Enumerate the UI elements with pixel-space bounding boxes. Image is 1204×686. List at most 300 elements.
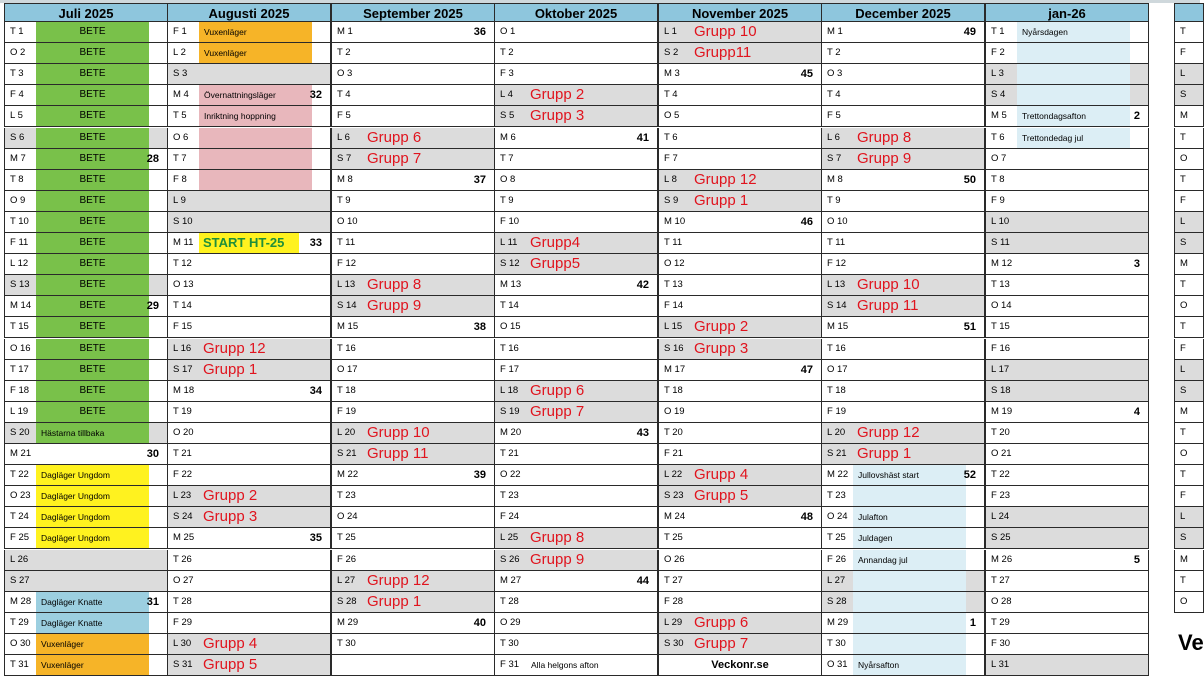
day-row[interactable] — [494, 613, 658, 634]
day-row[interactable] — [167, 212, 331, 233]
partial-day-row[interactable] — [1174, 191, 1204, 212]
day-row[interactable] — [4, 592, 168, 613]
day-row[interactable] — [658, 507, 822, 528]
day-row[interactable] — [658, 85, 822, 106]
day-row[interactable] — [331, 212, 495, 233]
day-event[interactable]: Grupp11 — [694, 44, 752, 61]
day-row[interactable] — [985, 233, 1149, 254]
day-row[interactable] — [4, 191, 168, 212]
day-row[interactable] — [985, 170, 1149, 191]
day-row[interactable] — [985, 423, 1149, 444]
day-row[interactable] — [821, 170, 985, 191]
partial-day-row[interactable] — [1174, 106, 1204, 127]
day-event[interactable]: Trettondedag jul — [1017, 128, 1130, 148]
day-row[interactable] — [985, 296, 1149, 317]
day-row[interactable] — [167, 22, 331, 43]
day-row[interactable] — [4, 571, 168, 592]
day-row[interactable] — [821, 43, 985, 64]
day-event[interactable]: BETE — [36, 149, 149, 169]
day-row[interactable] — [167, 465, 331, 486]
day-event[interactable]: Grupp 1 — [694, 192, 749, 209]
day-event[interactable]: BETE — [36, 191, 149, 211]
day-event[interactable]: Grupp 3 — [694, 340, 749, 357]
day-event[interactable]: Grupp 1 — [367, 593, 422, 610]
day-row[interactable] — [985, 507, 1149, 528]
day-row[interactable] — [4, 64, 168, 85]
day-row[interactable] — [494, 128, 658, 149]
day-row[interactable] — [494, 592, 658, 613]
day-row[interactable] — [985, 254, 1149, 275]
day-row[interactable] — [167, 233, 331, 254]
day-row[interactable] — [658, 592, 822, 613]
day-row[interactable] — [494, 296, 658, 317]
day-row[interactable] — [4, 149, 168, 170]
day-row[interactable] — [167, 381, 331, 402]
day-event[interactable]: BETE — [36, 339, 149, 359]
day-row[interactable] — [4, 550, 168, 571]
day-event[interactable]: Grupp 2 — [530, 86, 585, 103]
day-row[interactable] — [331, 592, 495, 613]
day-row[interactable] — [331, 64, 495, 85]
day-row[interactable] — [4, 212, 168, 233]
day-row[interactable] — [821, 465, 985, 486]
day-row[interactable] — [985, 465, 1149, 486]
day-row[interactable] — [331, 571, 495, 592]
day-row[interactable] — [658, 275, 822, 296]
day-event[interactable]: Dagläger Ungdom — [36, 486, 149, 506]
partial-day-row[interactable] — [1174, 550, 1204, 571]
day-row[interactable] — [985, 64, 1149, 85]
day-event[interactable]: Grupp 5 — [203, 656, 258, 673]
day-row[interactable] — [985, 339, 1149, 360]
day-event[interactable]: BETE — [36, 64, 149, 84]
day-row[interactable] — [4, 106, 168, 127]
day-row[interactable] — [658, 613, 822, 634]
day-row[interactable] — [331, 22, 495, 43]
partial-day-row[interactable] — [1174, 423, 1204, 444]
day-row[interactable] — [821, 191, 985, 212]
day-row[interactable] — [331, 465, 495, 486]
day-event[interactable]: Grupp 9 — [857, 150, 912, 167]
day-row[interactable] — [658, 64, 822, 85]
day-row[interactable] — [821, 85, 985, 106]
day-row[interactable] — [331, 613, 495, 634]
day-row[interactable] — [331, 339, 495, 360]
day-event[interactable] — [1017, 85, 1130, 105]
partial-day-row[interactable] — [1174, 149, 1204, 170]
day-row[interactable] — [985, 22, 1149, 43]
day-row[interactable] — [658, 423, 822, 444]
day-row[interactable] — [821, 528, 985, 549]
day-event[interactable]: BETE — [36, 85, 149, 105]
day-event[interactable]: BETE — [36, 170, 149, 190]
day-row[interactable] — [494, 571, 658, 592]
partial-day-row[interactable] — [1174, 339, 1204, 360]
day-event[interactable]: Hästarna tillbaka — [36, 423, 149, 443]
day-row[interactable] — [4, 507, 168, 528]
day-row[interactable] — [167, 655, 331, 676]
day-row[interactable] — [4, 360, 168, 381]
day-event[interactable]: BETE — [36, 402, 149, 422]
day-event[interactable] — [1017, 64, 1130, 84]
day-row[interactable] — [985, 571, 1149, 592]
month-header[interactable]: Augusti 2025 — [167, 3, 331, 22]
day-row[interactable] — [494, 64, 658, 85]
day-row[interactable] — [4, 85, 168, 106]
partial-day-row[interactable] — [1174, 381, 1204, 402]
day-row[interactable] — [494, 275, 658, 296]
day-event[interactable]: Grupp 12 — [694, 171, 757, 188]
day-row[interactable] — [167, 275, 331, 296]
day-event[interactable] — [1017, 43, 1130, 63]
day-row[interactable] — [821, 613, 985, 634]
day-event[interactable]: Grupp 4 — [203, 635, 258, 652]
day-row[interactable] — [985, 550, 1149, 571]
day-row[interactable] — [331, 528, 495, 549]
partial-day-row[interactable] — [1174, 254, 1204, 275]
day-event[interactable]: Dagläger Knatte — [36, 613, 149, 633]
day-row[interactable] — [985, 528, 1149, 549]
day-event[interactable]: Grupp 2 — [694, 318, 749, 335]
partial-day-row[interactable] — [1174, 317, 1204, 338]
day-row[interactable] — [821, 381, 985, 402]
partial-day-row[interactable] — [1174, 85, 1204, 106]
day-row[interactable] — [821, 296, 985, 317]
day-event[interactable]: BETE — [36, 317, 149, 337]
day-event[interactable]: Grupp 3 — [203, 508, 258, 525]
footer-row[interactable] — [658, 655, 822, 676]
day-row[interactable] — [658, 444, 822, 465]
day-row[interactable] — [494, 254, 658, 275]
day-row[interactable] — [4, 22, 168, 43]
day-event[interactable]: BETE — [36, 106, 149, 126]
day-row[interactable] — [821, 592, 985, 613]
day-row[interactable] — [985, 592, 1149, 613]
day-row[interactable] — [331, 128, 495, 149]
day-event[interactable]: BETE — [36, 233, 149, 253]
day-row[interactable] — [658, 191, 822, 212]
partial-day-row[interactable] — [1174, 402, 1204, 423]
day-row[interactable] — [985, 106, 1149, 127]
day-row[interactable] — [167, 571, 331, 592]
day-row[interactable] — [494, 486, 658, 507]
day-row[interactable] — [167, 128, 331, 149]
day-row[interactable] — [4, 613, 168, 634]
day-row[interactable] — [821, 423, 985, 444]
day-event[interactable]: Dagläger Ungdom — [36, 528, 149, 548]
day-row[interactable] — [167, 528, 331, 549]
day-row[interactable] — [331, 43, 495, 64]
day-row[interactable] — [658, 317, 822, 338]
day-row[interactable] — [494, 423, 658, 444]
partial-day-row[interactable] — [1174, 507, 1204, 528]
day-row[interactable] — [331, 317, 495, 338]
day-row[interactable] — [821, 22, 985, 43]
day-event[interactable]: Grupp 12 — [857, 424, 920, 441]
day-event[interactable] — [853, 486, 966, 506]
day-row[interactable] — [494, 528, 658, 549]
day-row[interactable] — [821, 254, 985, 275]
day-row[interactable] — [4, 170, 168, 191]
day-row[interactable] — [821, 486, 985, 507]
day-row[interactable] — [658, 149, 822, 170]
day-row[interactable] — [821, 339, 985, 360]
day-row[interactable] — [985, 402, 1149, 423]
day-event[interactable] — [199, 149, 312, 169]
day-row[interactable] — [331, 106, 495, 127]
day-row[interactable] — [658, 486, 822, 507]
day-event[interactable]: Grupp 6 — [367, 129, 422, 146]
day-row[interactable] — [821, 106, 985, 127]
partial-day-row[interactable] — [1174, 275, 1204, 296]
day-row[interactable] — [494, 507, 658, 528]
day-row[interactable] — [658, 296, 822, 317]
veckonr-link[interactable]: Veckonr.se — [711, 659, 769, 671]
day-row[interactable] — [821, 550, 985, 571]
day-row[interactable] — [331, 507, 495, 528]
day-event[interactable]: Trettondagsafton — [1017, 106, 1130, 126]
day-event[interactable]: Grupp5 — [530, 255, 581, 272]
day-row[interactable] — [331, 444, 495, 465]
month-header[interactable]: November 2025 — [658, 3, 822, 22]
day-event[interactable]: Grupp 11 — [857, 297, 919, 314]
day-row[interactable] — [494, 402, 658, 423]
day-row[interactable] — [331, 233, 495, 254]
day-event[interactable]: Jullovshäst start — [853, 465, 966, 485]
day-row[interactable] — [985, 149, 1149, 170]
day-row[interactable] — [658, 128, 822, 149]
day-row[interactable] — [821, 634, 985, 655]
partial-day-row[interactable] — [1174, 360, 1204, 381]
day-event[interactable]: Alla helgons afton — [531, 660, 599, 670]
day-row[interactable] — [985, 212, 1149, 233]
partial-day-row[interactable] — [1174, 571, 1204, 592]
day-event[interactable]: Dagläger Knatte — [36, 592, 149, 612]
day-row[interactable] — [4, 317, 168, 338]
day-row[interactable] — [494, 43, 658, 64]
partial-day-row[interactable] — [1174, 128, 1204, 149]
day-row[interactable] — [4, 655, 168, 676]
month-header[interactable]: Juli 2025 — [4, 3, 168, 22]
day-row[interactable] — [331, 423, 495, 444]
day-row[interactable] — [985, 444, 1149, 465]
day-event[interactable]: Grupp 11 — [367, 445, 429, 462]
day-row[interactable] — [331, 85, 495, 106]
day-event[interactable]: Grupp 10 — [857, 276, 920, 293]
day-row[interactable] — [985, 43, 1149, 64]
day-row[interactable] — [331, 275, 495, 296]
day-event[interactable] — [853, 571, 966, 591]
day-event[interactable]: START HT-25 — [199, 233, 299, 253]
day-row[interactable] — [494, 149, 658, 170]
partial-day-row[interactable] — [1174, 22, 1204, 43]
day-row[interactable] — [167, 317, 331, 338]
day-event[interactable]: Grupp 1 — [857, 445, 912, 462]
day-row[interactable] — [167, 592, 331, 613]
day-row[interactable] — [658, 465, 822, 486]
day-row[interactable] — [658, 550, 822, 571]
day-row[interactable] — [167, 64, 331, 85]
partial-day-row[interactable] — [1174, 296, 1204, 317]
day-event[interactable]: Nyårsafton — [853, 655, 966, 675]
day-event[interactable]: Nyårsdagen — [1017, 22, 1130, 42]
day-row[interactable] — [985, 486, 1149, 507]
day-row[interactable] — [985, 317, 1149, 338]
day-event[interactable]: Grupp 7 — [367, 150, 422, 167]
day-row[interactable] — [821, 655, 985, 676]
day-row[interactable] — [167, 170, 331, 191]
month-header[interactable]: December 2025 — [821, 3, 985, 22]
day-row[interactable] — [985, 613, 1149, 634]
day-event[interactable]: Annandag jul — [853, 550, 966, 570]
day-row[interactable] — [331, 191, 495, 212]
day-row[interactable] — [821, 444, 985, 465]
day-row[interactable] — [4, 296, 168, 317]
day-row[interactable] — [4, 381, 168, 402]
day-row[interactable] — [331, 149, 495, 170]
day-row[interactable] — [821, 275, 985, 296]
day-row[interactable] — [331, 550, 495, 571]
day-event[interactable]: Grupp 8 — [367, 276, 422, 293]
day-row[interactable] — [985, 128, 1149, 149]
day-event[interactable]: Vuxenläger — [199, 22, 312, 42]
day-event[interactable]: Vuxenläger — [36, 634, 149, 654]
day-event[interactable]: BETE — [36, 43, 149, 63]
day-row[interactable] — [167, 85, 331, 106]
day-row[interactable] — [494, 212, 658, 233]
day-row[interactable] — [494, 191, 658, 212]
day-row[interactable] — [331, 254, 495, 275]
day-event[interactable]: Grupp 1 — [203, 361, 258, 378]
day-event[interactable]: Grupp 5 — [694, 487, 749, 504]
day-row[interactable] — [167, 339, 331, 360]
day-row[interactable] — [494, 233, 658, 254]
day-row[interactable] — [167, 191, 331, 212]
month-header[interactable]: Oktober 2025 — [494, 3, 658, 22]
day-event[interactable]: Grupp 10 — [367, 424, 430, 441]
partial-day-row[interactable] — [1174, 43, 1204, 64]
day-row[interactable] — [167, 360, 331, 381]
month-header[interactable]: jan-26 — [985, 3, 1149, 22]
day-event[interactable]: Grupp4 — [530, 234, 581, 251]
day-event[interactable]: BETE — [36, 381, 149, 401]
day-event[interactable]: Grupp 7 — [694, 635, 749, 652]
day-row[interactable] — [4, 128, 168, 149]
day-event[interactable]: Vuxenläger — [36, 655, 149, 675]
day-row[interactable] — [494, 317, 658, 338]
partial-day-row[interactable] — [1174, 212, 1204, 233]
day-event[interactable]: Grupp 12 — [203, 340, 266, 357]
day-event[interactable]: Grupp 8 — [857, 129, 912, 146]
day-row[interactable] — [167, 550, 331, 571]
day-row[interactable] — [821, 212, 985, 233]
day-event[interactable]: BETE — [36, 296, 149, 316]
day-event[interactable]: Grupp 2 — [203, 487, 258, 504]
day-row[interactable] — [331, 402, 495, 423]
day-event[interactable]: Julafton — [853, 507, 966, 527]
day-event[interactable]: Grupp 4 — [694, 466, 749, 483]
day-row[interactable] — [821, 402, 985, 423]
partial-day-row[interactable] — [1174, 444, 1204, 465]
day-row[interactable] — [4, 339, 168, 360]
day-row[interactable] — [167, 423, 331, 444]
day-row[interactable] — [167, 634, 331, 655]
day-row[interactable] — [331, 634, 495, 655]
partial-day-row[interactable] — [1174, 592, 1204, 613]
day-row[interactable] — [985, 655, 1149, 676]
partial-day-row[interactable] — [1174, 486, 1204, 507]
partial-day-row[interactable] — [1174, 465, 1204, 486]
day-row[interactable] — [494, 22, 658, 43]
day-row[interactable] — [167, 106, 331, 127]
month-header[interactable]: September 2025 — [331, 3, 495, 22]
day-row[interactable] — [4, 528, 168, 549]
day-row[interactable] — [331, 360, 495, 381]
day-row[interactable] — [658, 254, 822, 275]
day-event[interactable] — [853, 613, 966, 633]
day-row[interactable] — [658, 22, 822, 43]
day-row[interactable] — [821, 233, 985, 254]
day-event[interactable]: BETE — [36, 360, 149, 380]
day-row[interactable] — [167, 149, 331, 170]
partial-day-row[interactable] — [1174, 528, 1204, 549]
day-row[interactable] — [494, 85, 658, 106]
day-row[interactable] — [331, 170, 495, 191]
day-row[interactable] — [985, 275, 1149, 296]
day-event[interactable]: Grupp 6 — [530, 382, 585, 399]
day-event[interactable]: Övernattningsläger — [199, 85, 312, 105]
day-row[interactable] — [821, 128, 985, 149]
day-row[interactable] — [658, 212, 822, 233]
day-row[interactable] — [167, 296, 331, 317]
day-row[interactable] — [167, 507, 331, 528]
day-row[interactable] — [4, 254, 168, 275]
day-row[interactable] — [167, 444, 331, 465]
day-row[interactable] — [494, 655, 658, 676]
day-row[interactable] — [658, 233, 822, 254]
day-row[interactable] — [494, 381, 658, 402]
day-row[interactable] — [4, 233, 168, 254]
day-row[interactable] — [167, 402, 331, 423]
day-row[interactable] — [494, 444, 658, 465]
day-row[interactable] — [658, 360, 822, 381]
day-row[interactable] — [658, 106, 822, 127]
day-row[interactable] — [4, 423, 168, 444]
day-row[interactable] — [4, 43, 168, 64]
day-row[interactable] — [494, 550, 658, 571]
day-row[interactable] — [4, 465, 168, 486]
day-row[interactable] — [821, 149, 985, 170]
day-row[interactable] — [658, 381, 822, 402]
day-event[interactable]: Grupp 6 — [694, 614, 749, 631]
partial-day-row[interactable] — [1174, 64, 1204, 85]
day-row[interactable] — [658, 571, 822, 592]
day-event[interactable] — [853, 592, 966, 612]
day-row[interactable] — [658, 528, 822, 549]
day-row[interactable] — [4, 634, 168, 655]
day-event[interactable] — [853, 634, 966, 654]
day-row[interactable] — [167, 613, 331, 634]
day-row[interactable] — [985, 360, 1149, 381]
day-row[interactable] — [494, 339, 658, 360]
day-row[interactable] — [985, 191, 1149, 212]
day-row[interactable] — [658, 634, 822, 655]
day-row[interactable] — [4, 444, 168, 465]
day-event[interactable]: Grupp 3 — [530, 107, 585, 124]
day-row[interactable] — [658, 170, 822, 191]
day-event[interactable]: Juldagen — [853, 528, 966, 548]
day-event[interactable]: BETE — [36, 212, 149, 232]
